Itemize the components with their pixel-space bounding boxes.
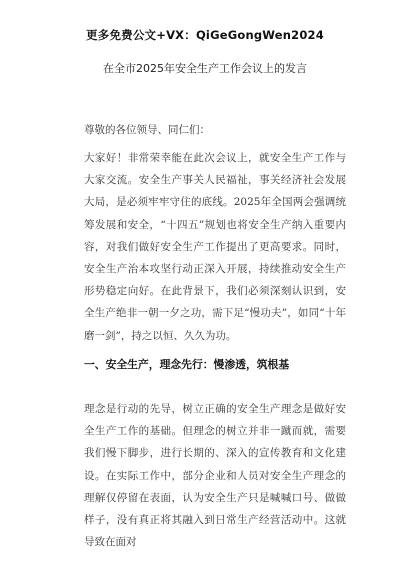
section-paragraph-1: 理念是行动的先导，树立正确的安全生产理念是做好安全生产工作的基础。但理念的树立并非一蹴而就，需要我们慢下脚步，进行长期的、深入的宣传教育和文化建设。在实际工作中，部分企业和人员对安全生产理念的理解仅停留在表面，认为安全生产只是喊喊口号、做做样子，没有真正将其融入到日常生产经营活动中。这就导致在面对 [84,403,346,549]
speech-title: 在全市2025年安全生产工作会议上的发言 [103,62,307,75]
section-heading-1: 一、安全生产，理念先行：慢渗透，筑根基 [84,358,290,371]
header-title: 更多免费公文+VX：QiGeGongWen2024 [86,28,324,42]
salutation: 尊敬的各位领导、同仁们： [84,124,210,136]
body-paragraph-1: 大家好！非常荣幸能在此次会议上，就安全生产工作与大家交流。安全生产事关人民福祉，事关经济社会发展大局，是必须牢牢守住的底线。2025年全国两会强调统筹发展和安全，“十四五”规划也将安全生产纳入重要内容，对我们做好安全生产工作提出了更高要求。同时，安全生产治本攻坚行动正深入开展，持续推动安全生产形势稳定向好。在此背景下，我们必须深刻认识到，安全生产绝非一朝一夕之功，需下足“慢功夫”，如同“十年磨一剑”，持之以恒、久久为功。 [84,152,346,342]
